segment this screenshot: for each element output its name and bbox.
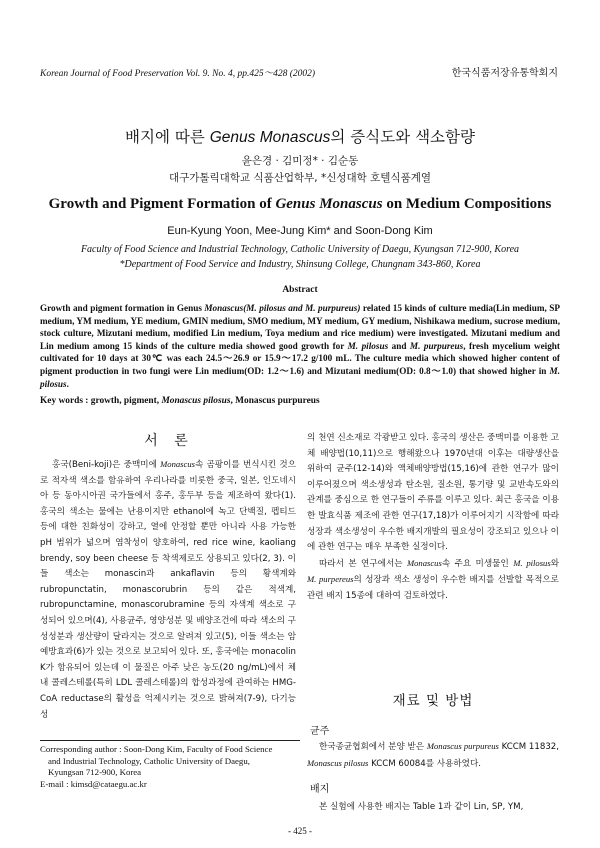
korean-authors: 윤은경 · 김미정* · 김순동: [241, 155, 359, 167]
affiliation-1: Faculty of Food Science and Industrial Technology, Catholic University of Daegu, Kyungsan 712-900, Korea: [80, 244, 520, 255]
introduction-left-column: [40, 457, 296, 723]
intro-paragraph-continued: 의 천연 신소재로 각광받고 있다. 홍국의 생산은 중맥미를 이용한 고체 배양법(10,11)으로 행해왔으나 1970년대 이후는 대량생산을 위하여 균주(12-14)와 액체배양방법(15,16)에 관한 연구가 많이 이루어졌으며 색소생성과 탄소원, 질소원, 통기량 및 교반속도와의 관계를 중심으로 한 연구들이 주류를 이루고 있다. 최근 홍국을 이용한 발효식품 제조에 관한 연구(17,18)가 이루어지기 시작함에 따라 성장과 색소생성이 우수한 배지개발의 필요성이 강조되고 있으나 이에 관한 연구는 매우 부족한 실정이다.: [307, 433, 559, 553]
intro-paragraph-1: 홍국(Beni-koji)은 중맥미에 Monascus속 곰팡이를 번식시킨 것으로 적자색 색소를 함유하여 우리나라를 비롯한 중국, 일본, 인도네시아 등 동아시아권 국가들에서 홍주, 홍두부 등을 제조하여 왔다(1). 홍국의 색소는 물에는 난용이지만 ethanol에 녹고 단백질, 펩티드 등에 대한 친화성이 강하고, 열에 안정할 뿐만 아니라 사용 가능한 pH 범위가 넓으며 염착성이 양호하여, red rice wine, kaoliang brendy, soy been cheese 등 착색제로도 상용되고 있다(2, 3). 이들 색소는 monascin과 ankaflavin 등의 황색계와 rubropunctatin, monascorubrin 등의 같은 적색계, rubropunctamine, monascorubramine 등의 자색계 색소로 구성되어 있으며(4), 사용균주, 영양성분 및 배양조건에 따라 색소의 구성성분과 생산량이 달라지는 것으로 알려져 있고(5), 이들 색소는 암 예방효과(6)가 있는 것으로 보고되어 있다. 또, 홍국에는 monacolin K가 함유되어 있는데 이 물질은 아주 낮은 농도(20 ng/mL)에서 체내 콜레스테롤(특히 LDL 콜레스테롤)의 합성과정에 관여하는 HMG-CoA reductase의 활성을 억제시키는 것으로 밝혀져(7-9), 다기능성: [40, 459, 296, 720]
correspondence-line-2: and Industrial Technology, Catholic University of Daegu,: [48, 755, 250, 766]
abstract-body: Growth and pigment formation in Genus Monascus(M. pilosus and M. purpureus) related 15 kinds of culture media(Lin medium, SP medium, YM medium, YE medium, GMIN medium, SMO medium, MY medium, GY medium, Nishikawa medium, sucrose medium, stock culture, Mizutani medium, modified Lin medium, Toya medium and rice medium) were investigated. Mizutani medium and Lin medium among 15 kinds of the culture media showed good growth for M. pilosus and M. purpureus, fresh mycelium weight cultivated for 10 days at 30℃ was each 24.5～26.9 or 15.9～17.2 g/100 mL. The culture media which showed higher content of pigment production in two fungi were Lin medium(OD: 1.2～1.6) and Mizutani medium(OD: 0.8～1.0) that showed higher in M. pilosus.: [40, 303, 560, 389]
correspondence-line-1: Corresponding author : Soon-Dong Kim, Faculty of Food Science: [40, 744, 273, 754]
correspondence-footnote: [40, 744, 302, 790]
korean-title: 배지에 따른 Genus Monascus의 증식도와 색소함량: [125, 128, 475, 146]
intro-paragraph-2: 따라서 본 연구에서는 Monascus속 주요 미생물인 M. pilosus와 M. purpereus의 성장과 색소 생성이 우수한 배지를 선발할 목적으로 관련 배지 15종에 대하여 검토하였다.: [307, 557, 559, 601]
page-number: - 425 -: [288, 826, 312, 836]
affiliation-2: *Department of Food Service and Industry, Shinsung College, Chungnam 343-860, Korea: [119, 259, 481, 270]
keywords: Key words : growth, pigment, Monascus pilosus, Monascus purpureus: [40, 396, 320, 406]
english-title: Growth and Pigment Formation of Genus Monascus on Medium Compositions: [48, 196, 552, 212]
strain-paragraph: 한국종균협회에서 분양 받은 Monascus purpureus KCCM 11832, Monascus pilosus KCCM 60084를 사용하였다.: [307, 741, 559, 769]
footnote-divider: [40, 740, 300, 741]
correspondence-line-3: Kyungsan 712-900, Korea: [48, 767, 142, 778]
english-affiliation: [40, 242, 560, 272]
section-heading-methods: 재료 및 방법: [392, 693, 474, 709]
media-paragraph: 본 실험에 사용한 배지는 Table 1과 같이 Lin, SP, YM,: [319, 802, 524, 812]
society-name: 한국식품저장유통학회지: [451, 68, 558, 79]
abstract-heading: Abstract: [282, 285, 318, 295]
introduction-right-column: [307, 431, 559, 605]
english-authors: Eun-Kyung Yoon, Mee-Jung Kim* and Soon-Dong Kim: [167, 225, 433, 237]
subheading-strain: 균주: [310, 726, 330, 737]
section-heading-introduction: 서 론: [144, 433, 194, 449]
subheading-media: 배지: [310, 784, 330, 795]
journal-citation: Korean Journal of Food Preservation Vol. 9. No. 4, pp.425～428 (2002): [40, 69, 316, 79]
correspondence-email: E-mail : kimsd@cataegu.ac.kr: [40, 778, 147, 789]
korean-affiliation: 대구가톨릭대학교 식품산업학부, *신성대학 호텔식품계열: [168, 172, 432, 184]
